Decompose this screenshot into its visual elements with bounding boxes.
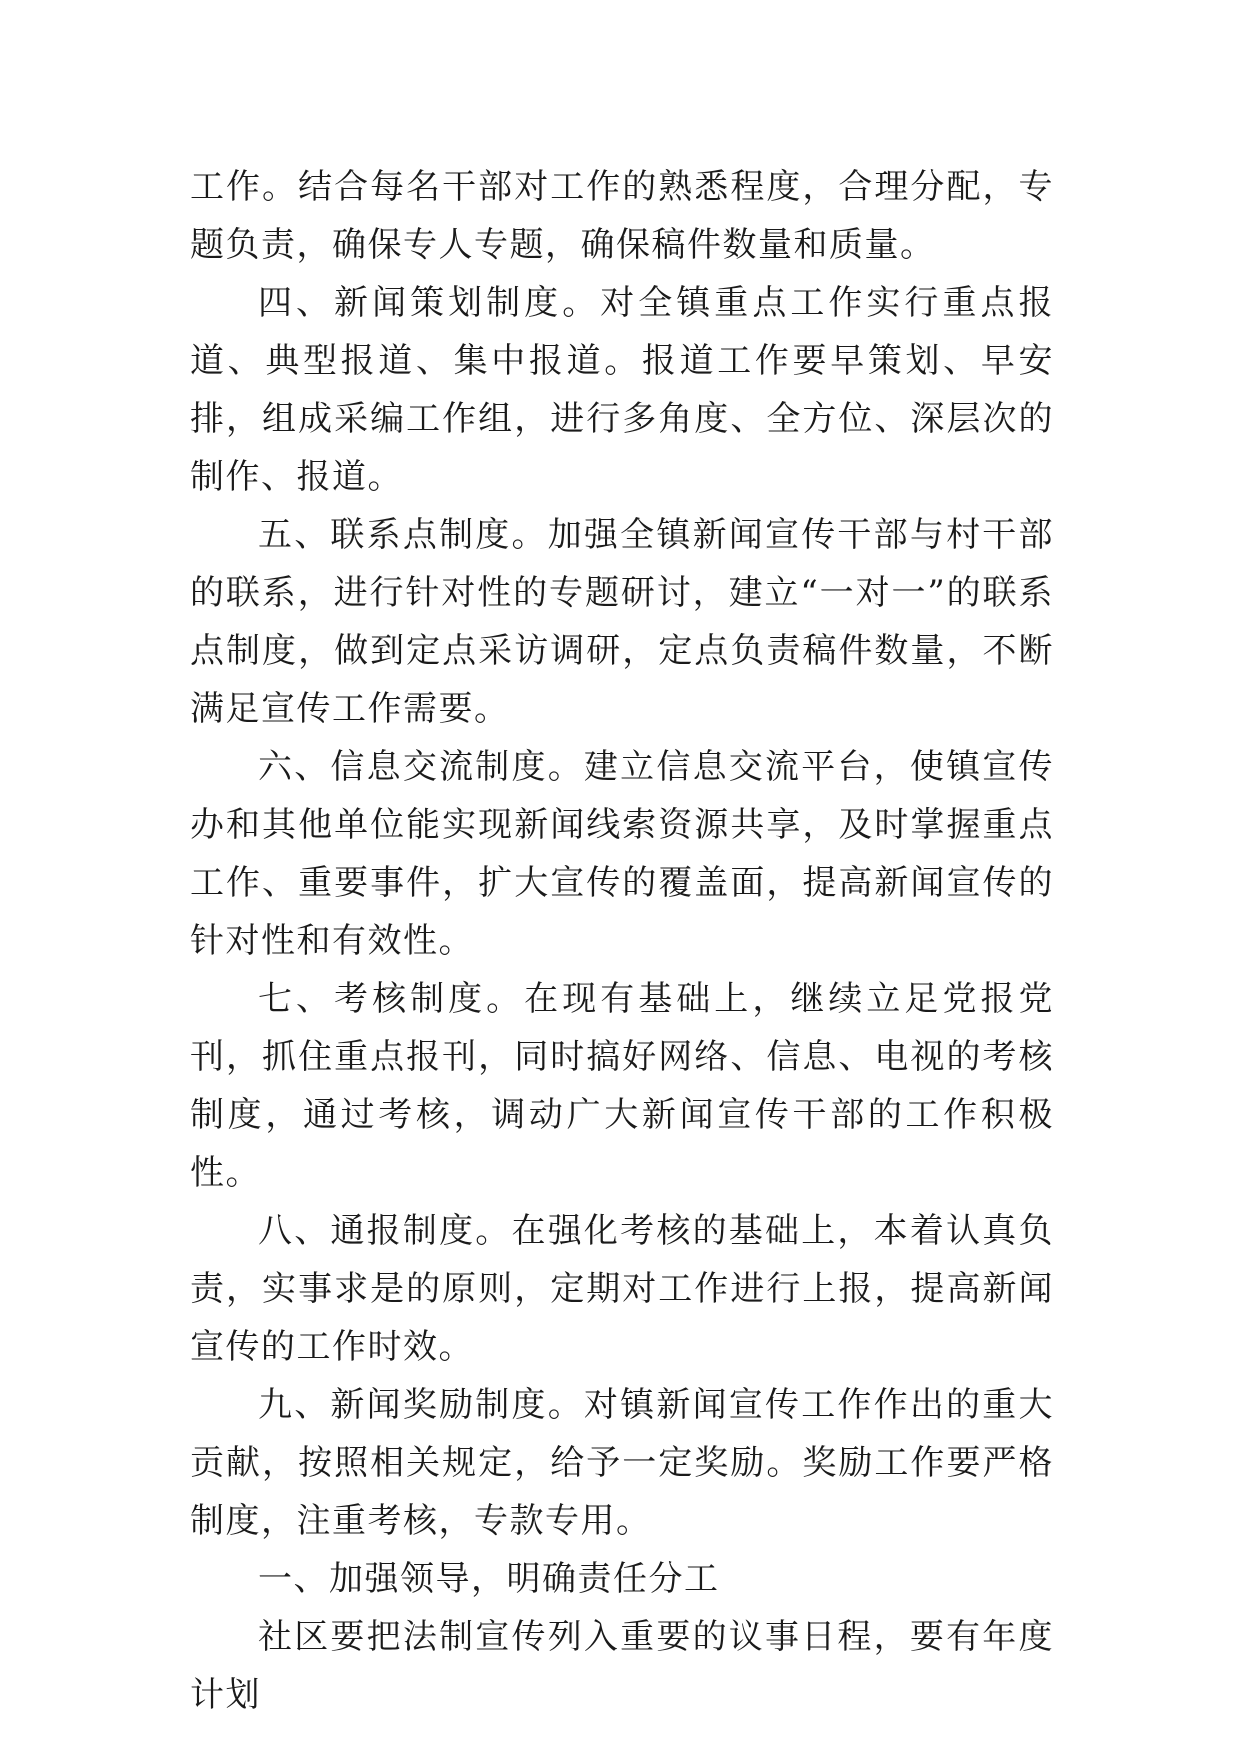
paragraph-notification: 八、通报制度。在强化考核的基础上，本着认真负责，实事求是的原则，定期对工作进行上报，提高新闻宣传的工作时效。 — [190, 1211, 1054, 1367]
paragraph-news-planning: 四、新闻策划制度。对全镇重点工作实行重点报道、典型报道、集中报道。报道工作要早策划、早安排，组成采编工作组，进行多角度、全方位、深层次的制作、报道。 — [190, 283, 1054, 497]
paragraph-contact-point: 五、联系点制度。加强全镇新闻宣传干部与村干部的联系，进行针对性的专题研讨，建立“一对一”的联系点制度，做到定点采访调研，定点负责稿件数量，不断满足宣传工作需要。 — [190, 515, 1054, 729]
paragraph-news-award: 九、新闻奖励制度。对镇新闻宣传工作作出的重大贡献，按照相关规定，给予一定奖励。奖励工作要严格制度，注重考核，专款专用。 — [190, 1385, 1054, 1541]
section-heading-leadership: 一、加强领导，明确责任分工 — [258, 1559, 720, 1599]
paragraph-info-exchange: 六、信息交流制度。建立信息交流平台，使镇宣传办和其他单位能实现新闻线索资源共享，及时掌握重点工作、重要事件，扩大宣传的覆盖面，提高新闻宣传的针对性和有效性。 — [190, 747, 1054, 961]
document-body — [190, 158, 1054, 1724]
paragraph-continuation: 工作。结合每名干部对工作的熟悉程度，合理分配，专题负责，确保专人专题，确保稿件数量和质量。 — [190, 167, 1054, 265]
paragraph-assessment: 七、考核制度。在现有基础上，继续立足党报党刊，抓住重点报刊，同时搞好网络、信息、电视的考核制度，通过考核，调动广大新闻宣传干部的工作积极性。 — [190, 979, 1054, 1193]
paragraph-community-legal: 社区要把法制宣传列入重要的议事日程，要有年度计划 — [190, 1617, 1054, 1715]
